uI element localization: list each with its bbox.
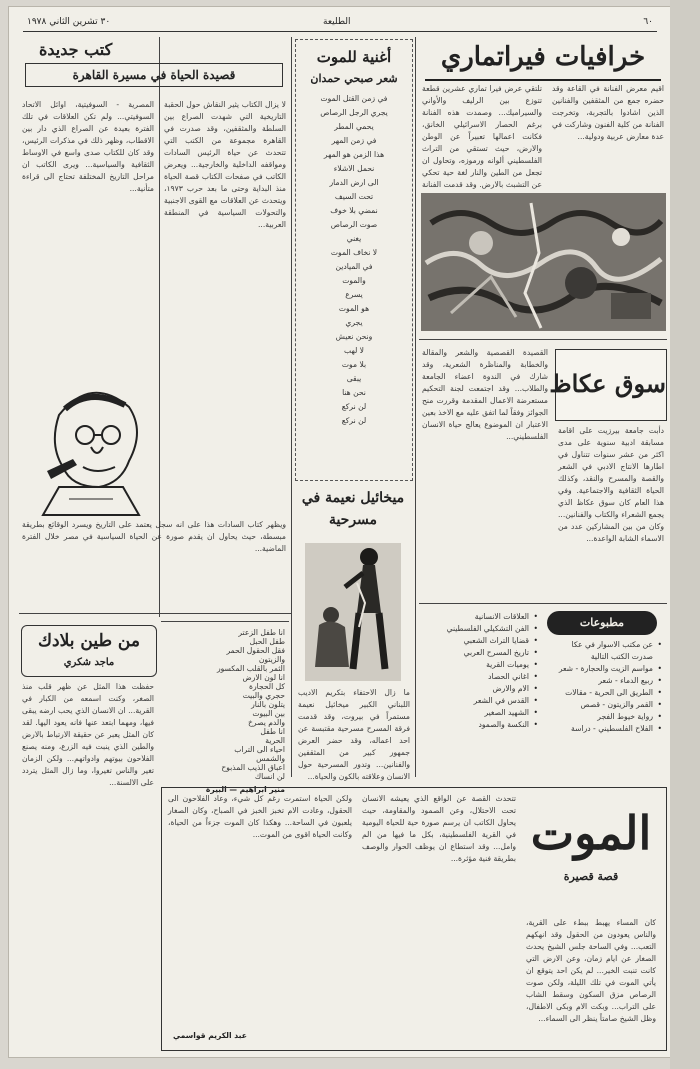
verse-line: في الميادين xyxy=(335,262,373,271)
section-divider xyxy=(419,339,667,340)
ceramic-artwork-photo xyxy=(421,193,666,331)
verse-line: يغني xyxy=(346,234,362,243)
new-books-subtitle-box xyxy=(25,63,283,87)
mikhail-title: ميخائيل نعيمة في مسرحية xyxy=(301,490,405,528)
column-rule xyxy=(291,37,292,777)
theatre-photo xyxy=(305,543,401,681)
verse-line: بين البيوت xyxy=(252,709,285,718)
verse-line: طفل الحبل xyxy=(249,637,285,646)
topics-list: • العلاقات الانسانية • الفن التشكيلي الفلسطيني • قضايا التراث الشعبي • تاريخ المسرح العربي • يوميات القرية • اغاني الحصاد • الام والارض • القدس في الشعر • الشهيد الصغير • النكسة والصمود xyxy=(419,611,543,781)
verse-line: الثمر بالقلب المكسور xyxy=(216,664,285,673)
newspaper-page xyxy=(8,6,672,1058)
mikhail-header xyxy=(295,487,411,539)
suq-okaz-logo-box xyxy=(549,349,667,421)
verse-line: بلا موت xyxy=(341,360,367,369)
verse-line: نحن هنا xyxy=(342,388,366,397)
verse-line: لا لهب xyxy=(343,346,364,355)
min-tin-title: من طين بلادك xyxy=(38,631,140,651)
verse-line: حجري والبيت xyxy=(242,691,285,700)
verse-line: الحرية xyxy=(265,736,285,745)
new-books-text-2: المصرية - السوفيتية، اوائل الاتحاد السوفيتي... ولم تكن العلاقات في تلك الفترة بعيدة عن الصراع الذي دار بين الاقطاب، وظهر ذلك في مذكرات الرئيس، وقد كان للكتاب صدى واسع في الاوساط الثقافية والسياسية... ويرى الكاتب ان مراحل التاريخ المختلفة تحتاج الى قراءة متأنية... xyxy=(22,100,154,193)
new-books-title: كتب جديدة xyxy=(39,40,113,59)
verse-line: صوت الرصاص xyxy=(330,220,378,229)
min-tin-text: حفظت هذا المثل عن ظهر قلب منذ الصغر، وكنت اسمعه من الكبار في القرية... ان الانسان الذي يحب ارضه يبقى فيها، ومهما ابتعد عنها فانه يعود اليها. لقد كان المثل يعبر عن حقيقة الارتباط بالارض والطين الذي ينبت فيه الزرع، ومنه يصنع الفلاحون بيوتهم وادواتهم... ولكن الزمان تغير والناس تغيروا، وما زال المثل يتردد على الالسنة... xyxy=(22,682,154,787)
caricature-illustration xyxy=(29,375,153,517)
min-tin-box xyxy=(21,625,157,677)
min-tin-author: ماجد شكري xyxy=(63,657,115,668)
suq-okaz-logo: سوق عكاظ xyxy=(549,369,666,398)
ceramic-relief-illustration xyxy=(421,193,666,331)
poem-lines xyxy=(161,622,289,783)
section-name: الطليعة xyxy=(323,17,351,27)
almawt-subtitle: قصة قصيرة xyxy=(563,870,619,883)
verse-line: لن نركع xyxy=(341,416,367,425)
verse-line: والشمس xyxy=(256,754,285,763)
almawt-logo: الموت xyxy=(530,806,652,860)
section-divider xyxy=(19,613,291,614)
verse-line: تحت السيف xyxy=(334,192,374,201)
title-underline xyxy=(425,79,661,81)
verse-line: يتلون بالنار xyxy=(251,700,285,709)
column-rule xyxy=(415,37,416,777)
verse-line: لا نخاف الموت xyxy=(330,248,378,257)
topics-title: مطبوعات xyxy=(579,616,625,629)
page-number: ٦٠ xyxy=(643,17,653,27)
verse-line: لن نركع xyxy=(341,402,367,411)
verse-line: يبقى xyxy=(346,374,362,383)
verse-line: ونحن نعيش xyxy=(335,332,373,341)
verse-line: يسرع xyxy=(345,290,363,299)
new-books-text: لا يزال الكتاب يثير النقاش حول الحقبة التاريخية التي شهدت الصراع بين السلطة والمثقفين، وقد صدرت في القاهرة مجموعة من الكتب التي تتحدث عن حياة الرئيس السادات ومواقفه الداخلية والخارجية... ويعرض الكاتب في صفحات الكتاب قصة الحياة منذ البداية وحتى ما بعد حرب ١٩٧٣، ويتحدث عن العلاقات مع القوى الاجنبية والتحولات السياسية في المنطقة العربية... xyxy=(164,100,286,229)
verse-line: هذا الزمن هو المهر xyxy=(323,150,385,159)
actors-illustration xyxy=(305,543,401,681)
verse-line: انا طفل xyxy=(260,727,285,736)
verse-line: احياء الى التراب xyxy=(234,745,285,754)
verse-line: هو الموت xyxy=(338,304,370,313)
verse-line: والدم يصرخ xyxy=(248,718,285,727)
verse-line: نحمل الاشلاء xyxy=(333,164,375,173)
sadat-caricature xyxy=(29,375,153,517)
khurafiyat-side-text: اقيم معرض الفنانة في القاعة وقد حضره جمع من المثقفين والفنانين الذين اشادوا بالتجربة، وتخرجت الفنانة من كلية الفنون وشاركت في عدة معارض عربية ودولية... xyxy=(552,84,664,141)
khurafiyat-text: تلتقي عرض فيرا تماري عشرين قطعة تتوزع بين الرليف والأواني والسيراميك... وصمدت هذه الفنانة برغم الحصار الاسرائيلي الخانق، فكانت اعمالها تعبيراً عن الوطن والارض، حيث تستقي من التراث الفلسطيني ألوانه ورموزه، وتحاول ان تجعل من الطين والنار لغة حية تحكي عن التشبث بالارض. وقد قدمت الفنانة xyxy=(422,84,542,189)
verse-line: اعباق الذيب المذبوح xyxy=(221,763,285,772)
verse-line: يحمي المطر xyxy=(334,122,374,131)
verse-line: الى ارض الدمار xyxy=(329,178,379,187)
almawt-text-1: كان المساء يهبط ببطء على القرية، والناس يعودون من الحقول وقد انهكهم التعب... وفي الساحة جلس الشيخ يحدث الصغار عن ايام زمان، وعن الارض التي كانت تنبت الخير... لم يكن احد يتوقع ان يأتي الموت في تلك الليلة، ولكن صوت الرصاص مزق السكون وسقط الشاب على التراب... وبكت الام وبكى الاطفال، وظل الشيخ صامتاً ينظر الى السماء... xyxy=(526,918,656,1023)
poem-box xyxy=(161,621,289,794)
verse-line: والموت xyxy=(342,276,366,285)
verse-line: فقل الحقول الحمر xyxy=(226,646,285,655)
verse-line: في زمن القتل الموت xyxy=(320,94,388,103)
verse-line: انا طفل الزعتر xyxy=(238,628,285,637)
suq-okaz-text: دأبت جامعة بيرزيت على اقامة مسابقة ادبية سنوية على مدى اكثر من عشر سنوات تتناول في اطارها الانتاج الادبي في الشعر والقصة والمسرح والنقد، وكذلك الحياة الثقافية والاجتماعية. وفي هذا العام كان سوق عكاظ الذي يجمع الشعراء والكتاب والفنانين... وكان من بين المشاركين عدد من الاسماء الشابة الواعدة... xyxy=(558,426,664,543)
almawt-signature-box xyxy=(165,1031,355,1045)
topics-books: • عن مكتب الاسوار في عكا صدرت الكتب التالية • مواسم الزيت والحجارة - شعر • ربيع الدماء - شعر • الطريق الى الحرية - مقالات • القمر والزيتون - قصص • رواية خيوط الفجر • الفلاح الفلسطيني - دراسة xyxy=(547,639,667,781)
new-books-header xyxy=(19,39,289,95)
new-books-caption: ويظهر كتاب السادات هذا على انه سجل يعتمد على التاريخ ويسرد الوقائع بطريقة مبسطة، حيث يحاول ان يقدم صورة عن الحياة السياسية في مصر خلال الفترة الماضية... xyxy=(22,520,286,553)
issue-date: ٣٠ تشرين الثاني ١٩٧٨ xyxy=(27,17,111,27)
verse-line: كل الحجارة xyxy=(249,682,285,691)
song-lines xyxy=(296,88,412,432)
new-books-subtitle: قصيدة الحياة في مسيرة القاهرة xyxy=(72,68,236,82)
verse-line: والزيتون xyxy=(258,655,285,664)
almawt-signature: عبد الكريم قواسمي xyxy=(173,1031,247,1040)
almawt-text-2: تتحدث القصة عن الواقع الذي يعيشه الانسان تحت الاحتلال، وعن الصمود والمقاومة، حيث يحاول الكاتب ان يرسم صورة حية للحياة اليومية في القرية الفلسطينية، بكل ما فيها من الم وامل... وقد استطاع ان يوظف الحوار والوصف بطريقة فنية مؤثرة... xyxy=(362,794,516,863)
topics-title-pill xyxy=(547,611,657,635)
page-header xyxy=(23,17,657,32)
almawt-logo-box xyxy=(523,797,659,913)
song-title: أغنية للموت xyxy=(316,48,392,66)
poem-author: منير ابراهيم — البيرة xyxy=(205,785,285,794)
khurafiyat-title: خرافيات فيراتماري xyxy=(440,42,646,72)
verse-line: يجري xyxy=(345,318,363,327)
verse-line: نمضي بلا خوف xyxy=(330,206,378,215)
verse-line: يجري الرجل الرصاص xyxy=(320,108,388,117)
song-box xyxy=(295,39,413,481)
scan-margin xyxy=(670,0,700,1069)
almawt-text-3: ولكن الحياة استمرت رغم كل شيء، وعاد الفلاحون الى الحقول، وعادت الام تخبز الخبز في الصباح، وكان الصغار يلعبون في الساحة... وهكذا كان الموت جزءاً من الحياة، وكانت الحياة اقوى من الموت... xyxy=(168,794,352,839)
mikhail-text: ما زال الاحتفاء بتكريم الاديب اللبناني الكبير ميخائيل نعيمة مستمراً في بيروت، وقد قدمت فرقة المسرح مسرحية مقتبسة عن احد اعماله، وقد حضر العرض جمهور كبير من المثقفين والفنانين... وتدور المسرحية حول الانسان وعلاقته بالكون والحياة... xyxy=(298,688,410,781)
suq-okaz-text-left: القصيدة القصصية والشعر والمقالة والخطابة والمناظرة الشعرية، وقد شارك في الندوة اعضاء الجامعة والطلاب... وقد اجتمعت لجنة التحكيم مستعرضة الاعمال المقدمة وقررت منح الجوائز وفقاً لما اتفق عليه مع الاخذ بعين الاعتبار ان الموضوع يعالج حياة الانسان الفلسطيني... xyxy=(422,348,548,441)
song-poet: شعر صبحي حمدان xyxy=(310,72,398,85)
verse-line: انا لون الارض xyxy=(242,673,285,682)
verse-line: لن انساك xyxy=(254,772,285,781)
verse-line: في زمن المهر xyxy=(331,136,377,145)
section-divider xyxy=(419,603,667,604)
